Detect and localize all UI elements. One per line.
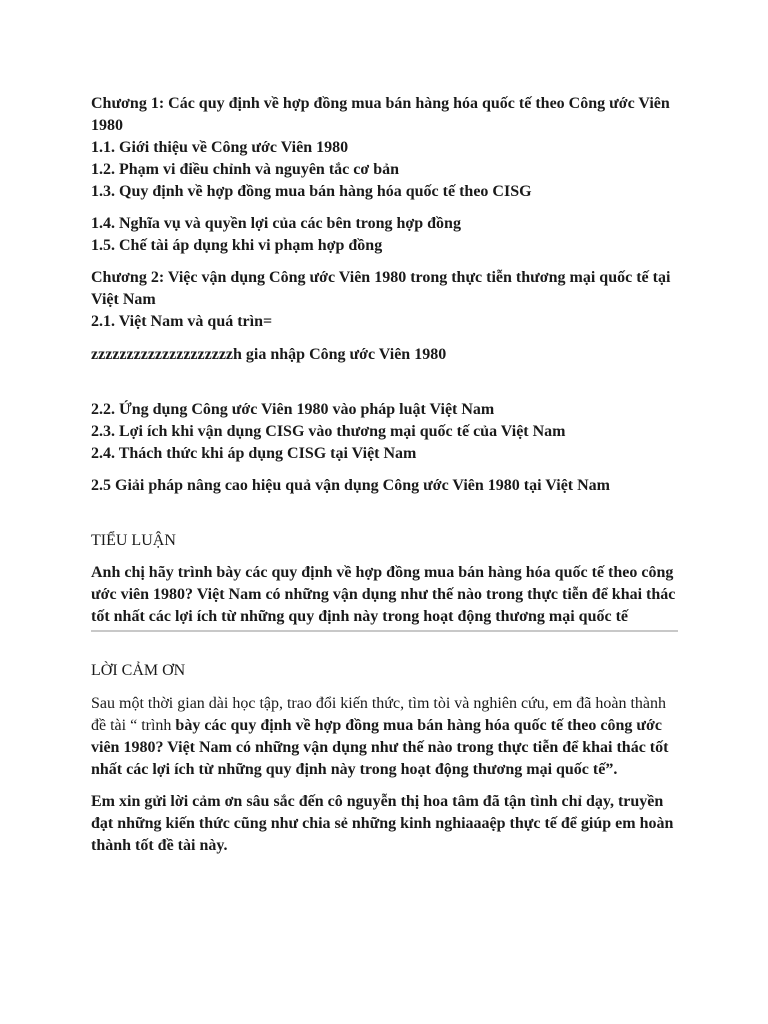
acknowledgement-paragraph-2: Em xin gửi lời cảm ơn sâu sắc đến cô nguyễn thị hoa tâm đã tận tình chỉ dạy, truyền đạt những kiến thức cũng như chia sẻ những kinh nghiaaaệp thực tế để giúp em hoàn thành tốt đề tài này. [91, 793, 674, 854]
section-1-1: 1.1. Giới thiệu về Công ước Viên 1980 [91, 139, 349, 156]
acknowledgement-intro-text: Sau một thời gian dài học tập, trao đổi kiến thức, tìm tòi và nghiên cứu, em đã hoàn thành đề tài “ trình [91, 695, 667, 734]
section-2-1-continued: zzzzzzzzzzzzzzzzzzzzh gia nhập Công ước Viên 1980 [91, 346, 447, 363]
section-1-2: 1.2. Phạm vi điều chỉnh và nguyên tắc cơ bản [91, 161, 400, 178]
chapter-1-outline [91, 93, 681, 203]
essay-question: Anh chị hãy trình bày các quy định về hợp đồng mua bán hàng hóa quốc tế theo công ước viên 1980? Việt Nam có những vận dụng như thế nào trong thực tiễn để khai thác tốt nhất các lợi ích từ những quy định này trong hoạt động thương mại quốc tế [91, 564, 676, 625]
chapter-2-outline [91, 267, 681, 333]
chapter-2-title: Chương 2: Việc vận dụng Công ước Viên 1980 trong thực tiễn thương mại quốc tế tại Việt Nam [91, 269, 671, 308]
chapter-2-outline-cont [91, 399, 681, 465]
section-2-4: 2.4. Thách thức khi áp dụng CISG tại Việt Nam [91, 445, 417, 462]
section-1-4: 1.4. Nghĩa vụ và quyền lợi của các bên trong hợp đồng [91, 215, 461, 232]
section-divider [91, 630, 678, 632]
chapter-1-title: Chương 1: Các quy định về hợp đồng mua bán hàng hóa quốc tế theo Công ước Viên 1980 [91, 95, 670, 134]
essay-heading: TIỂU LUẬN [91, 532, 176, 549]
section-1-3: 1.3. Quy định về hợp đồng mua bán hàng hóa quốc tế theo CISG [91, 183, 532, 200]
section-2-5: 2.5 Giải pháp nâng cao hiệu quả vận dụng Công ước Viên 1980 tại Việt Nam [91, 477, 610, 494]
section-2-3: 2.3. Lợi ích khi vận dụng CISG vào thương mại quốc tế của Việt Nam [91, 423, 566, 440]
acknowledgement-paragraph-1 [91, 693, 681, 781]
section-1-5: 1.5. Chế tài áp dụng khi vi phạm hợp đồng [91, 237, 383, 254]
section-2-2: 2.2. Ứng dụng Công ước Viên 1980 vào pháp luật Việt Nam [91, 401, 495, 418]
section-2-1: 2.1. Việt Nam và quá trìn= [91, 313, 273, 330]
document-content [91, 93, 681, 857]
chapter-1-outline-cont [91, 213, 681, 257]
acknowledgement-topic-text: bày các quy định về hợp đồng mua bán hàng hóa quốc tế theo công ước viên 1980? Việt Nam có những vận dụng như thế nào trong thực tiễn để khai thác tốt nhất các lợi ích từ những quy định này trong hoạt động thương mại quốc tế”. [91, 717, 669, 778]
acknowledgement-heading: LỜI CẢM ƠN [91, 662, 186, 679]
